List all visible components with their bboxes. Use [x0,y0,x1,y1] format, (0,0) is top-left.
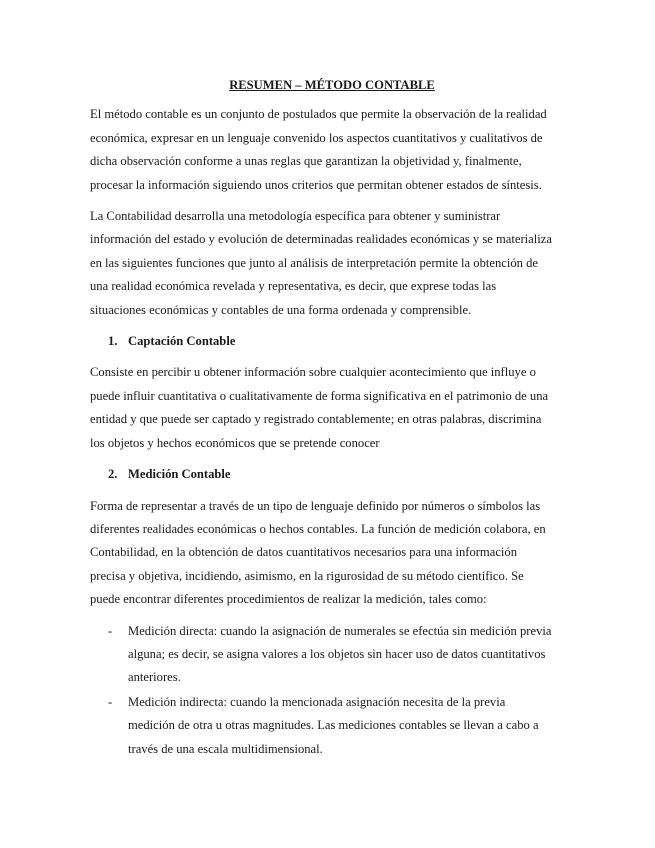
section-heading-medicion [90,463,568,486]
document-page [90,74,568,762]
text-line: El método contable es un conjunto de postulados que permite la observación de la realidad [90,107,547,122]
section-paragraph-medicion [90,495,568,612]
section-heading-captacion [90,330,568,353]
text-line: los objetos y hechos económicos que se pretende conocer [90,435,380,450]
text-line: Medición indirecta: cuando la mencionada asignación necesita de la previa [128,694,506,709]
list-item-medicion-indirecta [90,691,568,761]
text-line: medición de otra u otras magnitudes. Las mediciones contables se llevan a cabo a [128,718,539,733]
text-line: dicha observación conforme a unas reglas que garantizan la objetividad y, finalmente, [90,154,522,169]
text-line: situaciones económicas y contables de una forma ordenada y comprensible. [90,302,472,317]
section-title: Medición Contable [128,467,231,482]
text-line: través de una escala multidimensional. [128,741,323,756]
text-line: anteriores. [128,670,181,685]
text-line: procesar la información siguiendo unos criterios que permitan obtener estados de síntesis. [90,177,542,192]
measurement-list [90,620,568,761]
section-paragraph-captacion [90,361,568,455]
text-line: Contabilidad, en la obtención de datos cuantitativos necesarios para una información [90,545,518,560]
text-line: La Contabilidad desarrolla una metodología específica para obtener y suministrar [90,209,501,224]
text-line: precisa y objetiva, incidiendo, asimismo, en la rigurosidad de su método científico. Se [90,568,524,583]
text-line: Medición directa: cuando la asignación de numerales se efectúa sin medición previa [128,623,552,638]
intro-paragraph-1 [90,103,568,197]
dash-bullet: - [108,623,113,638]
text-line: información del estado y evolución de determinadas realidades económicas y se materializa [90,232,552,247]
text-line: Consiste en percibir u obtener información sobre cualquier acontecimiento que influye o [90,365,536,380]
document-title: RESUMEN – MÉTODO CONTABLE [229,78,435,92]
text-line: una realidad económica revelada y representativa, es decir, que exprese todas las [90,279,497,294]
text-line: diferentes realidades económicas o hechos contables. La función de medición colabora, en [90,521,546,536]
text-line: puede influir cuantitativa o cualitativamente de forma significativa en el patrimonio de una [90,388,549,403]
text-line: económica, expresar en un lenguaje convenido los aspectos cuantitativos y cualitativos de [90,130,543,145]
text-line: en las siguientes funciones que junto al análisis de interpretación permite la obtención de [90,255,538,270]
list-item-medicion-directa [90,620,568,690]
text-line: entidad y que puede ser captado y registrado contablemente; en otras palabras, discrimina [90,412,542,427]
text-line: puede encontrar diferentes procedimientos de realizar la medición, tales como: [90,592,487,607]
text-line: Forma de representar a través de un tipo de lenguaje definido por números o símbolos las [90,498,541,513]
text-line: alguna; es decir, se asigna valores a los objetos sin hacer uso de datos cuantitativos [128,646,546,661]
dash-bullet: - [108,694,113,709]
intro-paragraph-2 [90,205,568,322]
section-number: 1. [108,334,118,349]
section-number: 2. [108,467,118,482]
section-title: Captación Contable [128,334,236,349]
